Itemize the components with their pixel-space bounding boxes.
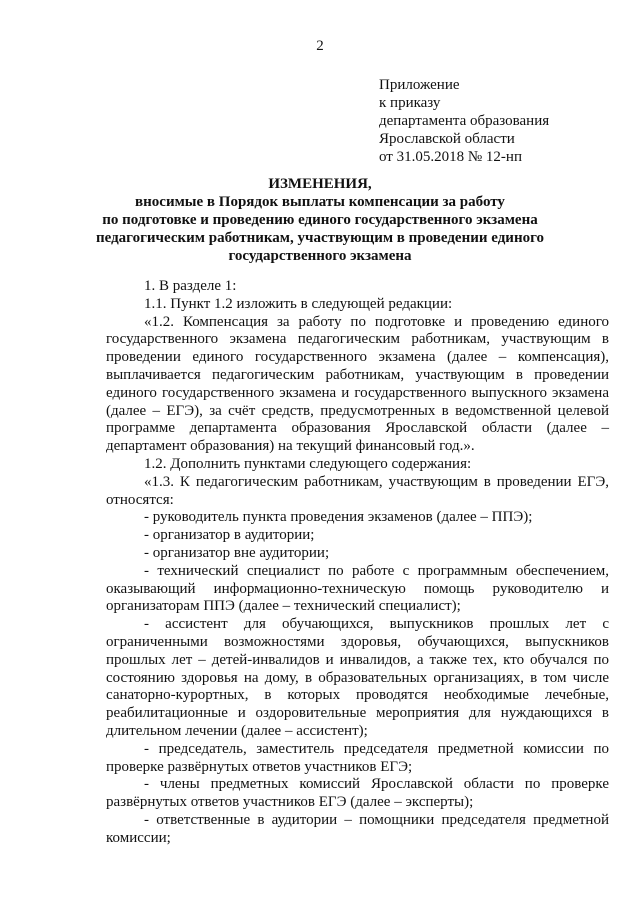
title-line: вносимые в Порядок выплаты компенсации за работу [135, 194, 505, 210]
appendix-line: департамента образования [379, 113, 550, 129]
document-title [0, 175, 640, 265]
document-body [106, 278, 609, 848]
page-number: 2 [316, 38, 324, 54]
title-line: государственного экзамена [228, 248, 412, 264]
list-item: - технический специалист по работе с программным обеспечением, оказывающий информационно-техническую помощь руководителю и организаторам ППЭ (далее – технический специалист); [106, 562, 609, 615]
list-item: - члены предметных комиссий Ярославской области по проверке развёрнутых ответов участников ЕГЭ (далее – эксперты); [106, 776, 609, 811]
appendix-line: Приложение [379, 77, 460, 93]
title-line: по подготовке и проведению единого государственного экзамена [102, 212, 538, 228]
list-item: - ассистент для обучающихся, выпускников прошлых лет с ограниченными возможностями здоровья, обучающихся, выпускников прошлых лет – детей-инвалидов и инвалидов, а также тех, кто обучался по состоянию здоровья на дому, в образовательных организациях, в том числе санаторно-курортных, в которых проводятся необходимые лечебные, реабилитационные и оздоровительные мероприятия для нуждающихся в длительном лечении (далее – ассистент); [106, 616, 609, 739]
list-item: - председатель, заместитель председателя предметной комиссии по проверке развёрнутых ответов участников ЕГЭ; [106, 740, 609, 775]
paragraph: «1.3. К педагогическим работникам, участвующим в проведении ЕГЭ, относятся: [106, 473, 609, 508]
appendix-line: от 31.05.2018 № 12-нп [379, 149, 522, 165]
paragraph: 1.1. Пункт 1.2 изложить в следующей редакции: [144, 295, 453, 312]
title-line: педагогическим работникам, участвующим в проведении единого [95, 230, 545, 246]
appendix-block [379, 76, 549, 166]
paragraph: «1.2. Компенсация за работу по подготовке и проведению единого государственного экзамена педагогическим работникам, участвующим в проведении единого государственного экзамена (далее – компенсация), выплачивается педагогическим работникам, участвующим в проведении единого государственного экзамена и государственного выпускного экзамена (далее – ЕГЭ), за счёт средств, предусмотренных в ведомственной целевой программе департамента образования Ярославской области (далее – департамент образования) на текущий финансовый год.». [106, 313, 609, 455]
list-item: - организатор вне аудитории; [144, 544, 330, 561]
title-line: ИЗМЕНЕНИЯ, [268, 176, 372, 192]
paragraph: 1.2. Дополнить пунктами следующего содержания: [144, 455, 472, 472]
paragraph: 1. В разделе 1: [144, 278, 237, 294]
list-item: - организатор в аудитории; [144, 527, 315, 544]
list-item: - руководитель пункта проведения экзаменов (далее – ППЭ); [144, 509, 533, 526]
appendix-line: Ярославской области [379, 131, 515, 147]
appendix-line: к приказу [379, 95, 441, 111]
list-item: - ответственные в аудитории – помощники председателя предметной комиссии; [106, 811, 609, 846]
